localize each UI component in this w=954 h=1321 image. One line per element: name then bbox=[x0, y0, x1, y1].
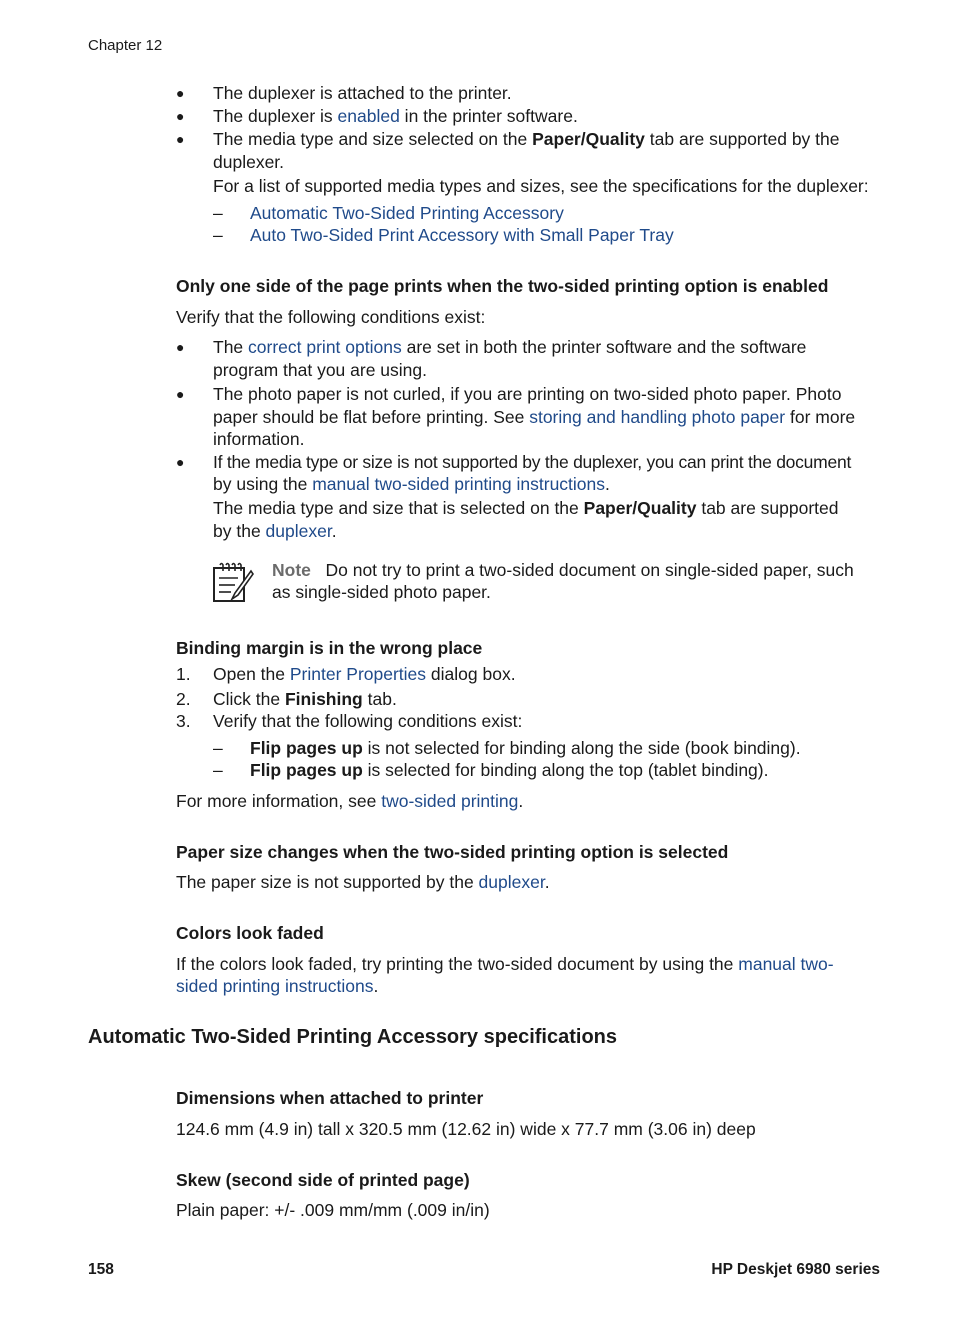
bullet-media-type-cont: duplexer. bbox=[213, 152, 285, 172]
link-printer-properties[interactable]: Printer Properties bbox=[289, 664, 427, 684]
heading-one-side-prints: Only one side of the page prints when the two-sided printing option is enabled bbox=[176, 276, 829, 296]
supported-media-para: For a list of supported media types and sizes, see the specifications for the duplexer: bbox=[213, 176, 869, 196]
link-two-sided-printing[interactable]: two-sided printing bbox=[381, 791, 519, 811]
dash-marker: – bbox=[213, 203, 223, 223]
step-open-properties: Open the Printer Properties dialog box. bbox=[213, 664, 516, 684]
link-enabled[interactable]: enabled bbox=[337, 106, 400, 126]
bullet-photo-paper-cont: paper should be flat before printing. See storing and handling photo paper for more bbox=[213, 407, 856, 427]
heading-colors-faded: Colors look faded bbox=[176, 923, 324, 943]
link-manual-two-sided[interactable]: manual two- bbox=[738, 954, 834, 974]
bullet-correct-options: The correct print options are set in both the printer software and the software bbox=[213, 337, 807, 357]
link-auto-two-sided-accessory[interactable]: Automatic Two-Sided Printing Accessory bbox=[250, 203, 564, 223]
link-auto-two-sided-small-tray[interactable]: Auto Two-Sided Print Accessory with Small Paper Tray bbox=[250, 225, 674, 245]
note-line-2: as single-sided photo paper. bbox=[272, 582, 491, 602]
bullet-duplexer-enabled: The duplexer is enabled in the printer software. bbox=[213, 106, 578, 126]
heading-binding-margin: Binding margin is in the wrong place bbox=[176, 638, 483, 658]
dash-marker: – bbox=[213, 225, 223, 245]
more-information-text: For more information, see two-sided printing. bbox=[176, 791, 524, 811]
step-number: 1. bbox=[176, 664, 191, 684]
bullet-marker: ● bbox=[176, 85, 185, 101]
bullet-media-unsupported-cont: by using the manual two-sided printing instructions. bbox=[213, 474, 610, 494]
heading-skew: Skew (second side of printed page) bbox=[176, 1170, 470, 1190]
heading-dimensions: Dimensions when attached to printer bbox=[176, 1088, 484, 1108]
link-manual-two-sided-cont[interactable]: sided printing instructions bbox=[176, 976, 374, 996]
bullet-marker: ● bbox=[176, 386, 185, 402]
bullet-photo-paper-end: information. bbox=[213, 429, 305, 449]
dimensions-text: 124.6 mm (4.9 in) tall x 320.5 mm (12.62 in) wide x 77.7 mm (3.06 in) deep bbox=[176, 1119, 756, 1139]
colors-faded-text-cont: sided printing instructions. bbox=[176, 976, 379, 996]
step-click-finishing: Click the Finishing tab. bbox=[213, 689, 397, 709]
link-storing-photo-paper[interactable]: storing and handling photo paper bbox=[529, 407, 786, 427]
bullet-correct-options-cont: program that you are using. bbox=[213, 360, 428, 380]
bullet-photo-paper: The photo paper is not curled, if you are printing on two-sided photo paper. Photo bbox=[213, 384, 842, 404]
chapter-header: Chapter 12 bbox=[88, 37, 163, 54]
bullet-media-supported-cont: by the duplexer. bbox=[213, 521, 337, 541]
step-verify-conditions: Verify that the following conditions exist: bbox=[213, 711, 523, 731]
colors-faded-text: If the colors look faded, try printing the two-sided document by using the manual two- bbox=[176, 954, 834, 974]
note-line-1: Note Do not try to print a two-sided document on single-sided paper, such bbox=[272, 560, 854, 580]
verify-conditions-text: Verify that the following conditions exist: bbox=[176, 307, 486, 327]
bullet-duplexer-attached: The duplexer is attached to the printer. bbox=[213, 83, 512, 103]
bullet-marker: ● bbox=[176, 454, 185, 470]
dash-marker: – bbox=[213, 760, 223, 780]
step-number: 2. bbox=[176, 689, 191, 709]
heading-accessory-specifications: Automatic Two-Sided Printing Accessory specifications bbox=[88, 1026, 617, 1048]
link-duplexer[interactable]: duplexer bbox=[478, 872, 545, 892]
bullet-media-type: The media type and size selected on the Paper/Quality tab are supported by the bbox=[213, 129, 840, 149]
note-label: Note bbox=[272, 560, 311, 580]
condition-book-binding: Flip pages up is not selected for binding along the side (book binding). bbox=[250, 738, 801, 758]
condition-tablet-binding: Flip pages up is selected for binding along the top (tablet binding). bbox=[250, 760, 769, 780]
heading-paper-size-changes: Paper size changes when the two-sided printing option is selected bbox=[176, 842, 729, 862]
note-icon bbox=[211, 561, 255, 605]
link-correct-print-options[interactable]: correct print options bbox=[248, 337, 402, 357]
skew-text: Plain paper: +/- .009 mm/mm (.009 in/in) bbox=[176, 1200, 490, 1220]
step-number: 3. bbox=[176, 711, 191, 731]
bullet-media-supported: The media type and size that is selected on the Paper/Quality tab are supported bbox=[213, 498, 839, 518]
link-manual-two-sided[interactable]: manual two-sided printing instructions bbox=[312, 474, 606, 494]
paper-size-text: The paper size is not supported by the duplexer. bbox=[176, 872, 550, 892]
bullet-marker: ● bbox=[176, 339, 185, 355]
page-number: 158 bbox=[88, 1261, 114, 1278]
bullet-marker: ● bbox=[176, 108, 185, 124]
bullet-marker: ● bbox=[176, 131, 185, 147]
dash-marker: – bbox=[213, 738, 223, 758]
product-name: HP Deskjet 6980 series bbox=[711, 1261, 880, 1278]
bullet-media-unsupported: If the media type or size is not supported by the duplexer, you can print the document bbox=[213, 452, 852, 472]
link-duplexer[interactable]: duplexer bbox=[265, 521, 332, 541]
